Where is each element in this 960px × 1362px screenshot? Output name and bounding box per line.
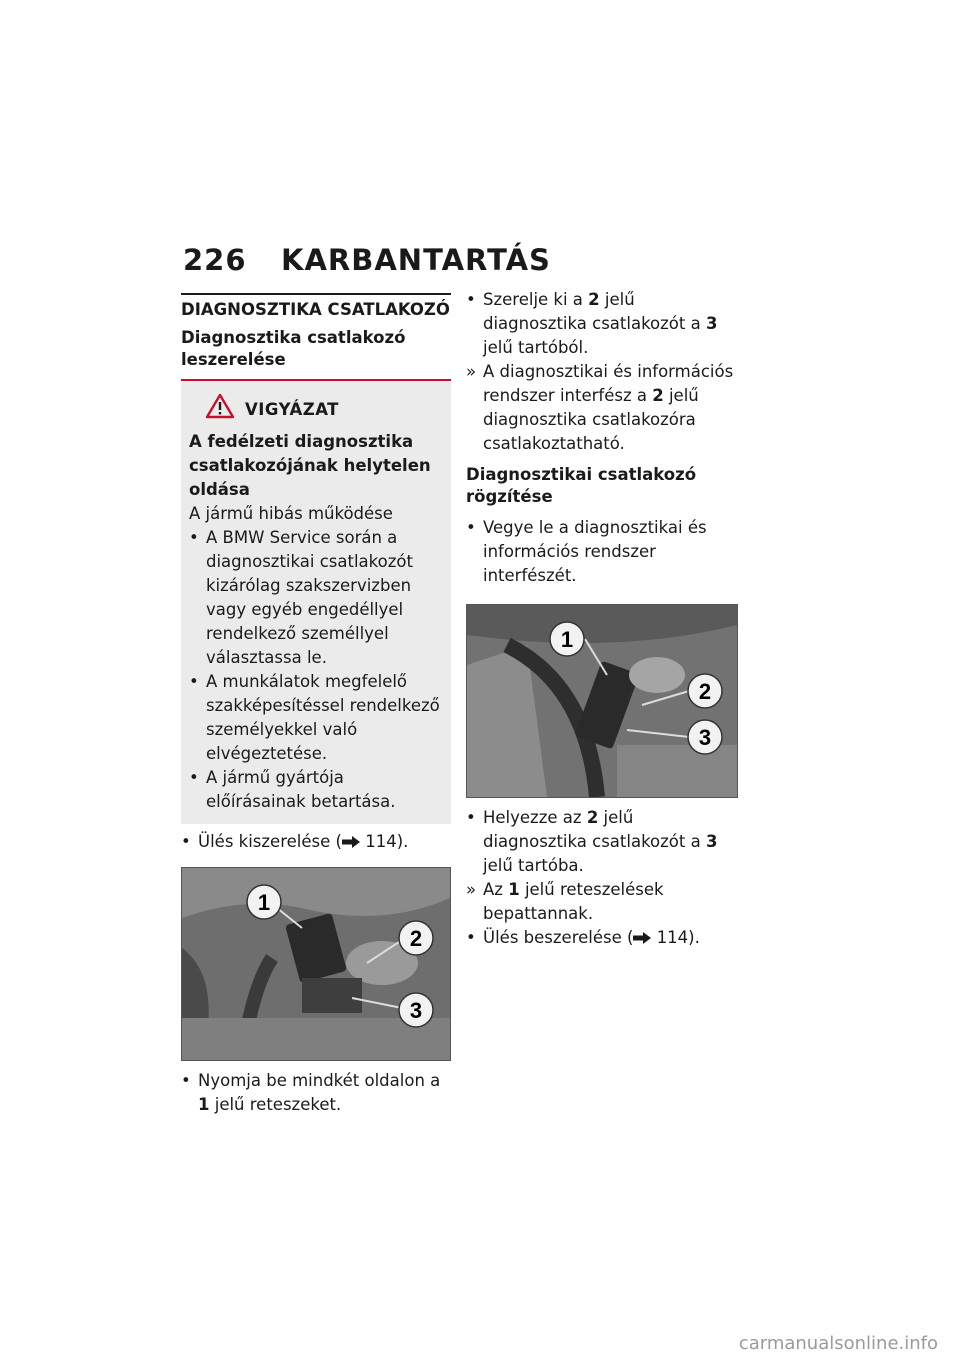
step-press-latches: • Nyomja be mindkét oldalon a 1 jelű reteszeket. <box>181 1070 441 1114</box>
result-latches: » Az 1 jelű reteszelések bepattannak. <box>466 880 664 923</box>
callout-label: 3 <box>698 725 712 750</box>
callout-label: 1 <box>560 627 574 652</box>
chapter-title: KARBANTARTÁS <box>281 243 551 277</box>
left-column <box>181 293 451 1117</box>
warning-heading: A fedélzeti diagnosztika csatlakozójának helytelen oldása <box>189 432 431 499</box>
subsection-title: Diagnosztika csatlakozó leszerelése <box>181 328 406 369</box>
warning-cause: A jármű hibás működése <box>189 504 393 523</box>
section-rule <box>181 293 451 295</box>
callout-label: 1 <box>257 889 271 915</box>
warning-item: • A BMW Service során a diagnosztikai csatlakozót kizárólag szakszervizben vagy egyéb engedéllyel rendelkező személlyel választassa le. <box>189 528 413 667</box>
step-remove-interface: • Vegye le a diagnosztikai és információs rendszer interfészét. <box>466 518 707 585</box>
page-number: 226 <box>183 243 247 277</box>
step-insert-connector: • Helyezze az 2 jelű diagnosztika csatlakozót a 3 jelű tartóba. <box>466 808 718 875</box>
callout-label: 2 <box>698 679 712 704</box>
warning-item: • A munkálatok megfelelő szakképesítéssel rendelkező személyekkel való elvégeztetése. <box>189 672 440 763</box>
step-remove-connector: • Szerelje ki a 2 jelű diagnosztika csatlakozót a 3 jelű tartóból. <box>466 290 718 357</box>
result-interface: » A diagnosztikai és információs rendszer interfész a 2 jelű diagnosztika csatlakozóra csatlakoztatható. <box>466 362 734 453</box>
step-install-seat: • Ülés beszerelése ( 114). <box>466 926 738 951</box>
page-reference[interactable]: 114). <box>365 832 409 851</box>
right-column <box>466 288 738 951</box>
callout-label: 3 <box>409 997 423 1023</box>
warning-triangle-icon <box>205 393 235 426</box>
warning-box <box>181 379 451 824</box>
section-title: DIAGNOSZTIKA CSATLAKOZÓ <box>181 300 450 319</box>
warning-label: VIGYÁZAT <box>245 399 339 419</box>
connector-holder-photo <box>466 604 738 798</box>
subsection-title-fix: Diagnosztikai csatlakozó rögzítése <box>466 465 697 506</box>
callout-label: 2 <box>409 925 423 951</box>
diagnostic-connector-photo <box>181 867 451 1061</box>
watermark-text: carmanualsonline.info <box>738 1333 938 1354</box>
warning-item: • A jármű gyártója előírásainak betartása. <box>189 768 396 811</box>
page-reference[interactable]: 114). <box>656 928 700 947</box>
step-remove-seat: • Ülés kiszerelése ( 114). <box>181 830 451 855</box>
page-reference-arrow-icon <box>342 831 360 855</box>
page-reference-arrow-icon <box>633 927 651 951</box>
